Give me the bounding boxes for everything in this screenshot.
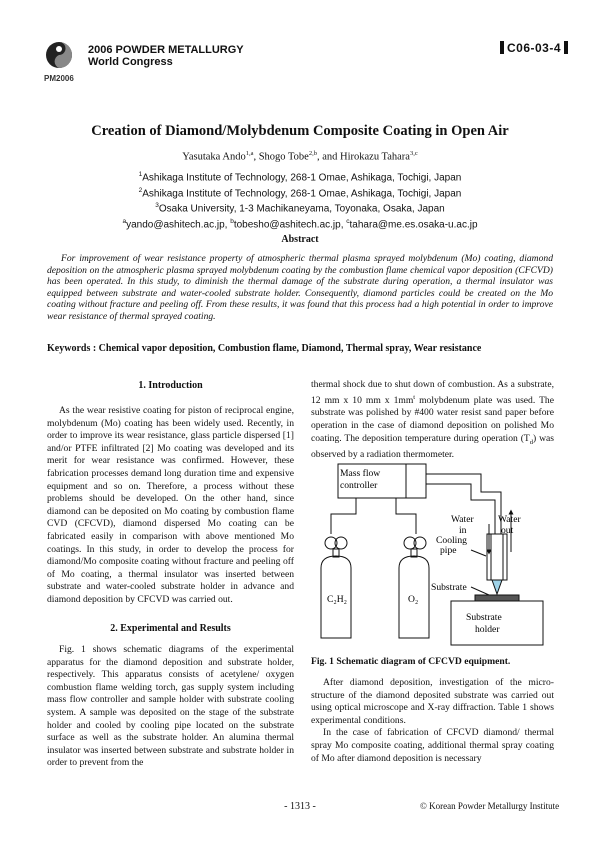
author-list bbox=[0, 150, 600, 163]
paper-title: Creation of Diamond/Molybdenum Composite Coating in Open Air bbox=[91, 123, 509, 139]
email-line bbox=[0, 216, 600, 232]
body-text: thermal shock due to shut down of combustion. As a substrate, 12 mm x 10 mm x 1mm bbox=[311, 379, 554, 406]
affiliation-text: Osaka University, 1-3 Machikaneyama, Toyonaka, Osaka, Japan bbox=[158, 203, 445, 215]
affiliation-text: Ashikaga Institute of Technology, 268-1 Omae, Ashikaga, Tochigi, Japan bbox=[142, 187, 462, 199]
thickness-sup: t bbox=[413, 393, 416, 401]
email-text: yando@ashitech.ac.jp, bbox=[126, 218, 231, 230]
section-heading-introduction: 1. Introduction bbox=[138, 380, 203, 391]
paper-code-text: C06-03-4 bbox=[507, 41, 562, 55]
label-o2: O₂ bbox=[408, 594, 419, 605]
abstract-text: For improvement of wear resistance property of atmospheric thermal plasma sprayed molybdenum (Mo) coating, diamond deposition on the atmospheric plasma sprayed molybdenum coating by the combustion flame chemical vapor deposition (CFCVD) has been operated. In this study, to diminish the thermal damage of the substrate during operation, a thermal insulator was equipped between substrate and water-cooled substrate holder. Consequently, diamond particles could be created on the Mo coating without fracture and peeling off. From these results, it was found that this process had a high potential in order to improve wear resistance of thermal sprayed coating. bbox=[47, 253, 553, 322]
paper-code bbox=[497, 41, 571, 55]
label-water-in-2: in bbox=[459, 525, 467, 536]
email-text: tobesho@ashitech.ac.jp, bbox=[233, 218, 347, 230]
right-paragraph-2 bbox=[311, 677, 554, 765]
logo-year: PM2006 bbox=[44, 74, 74, 83]
body-text: In the case of fabrication of CFCVD diamond/ thermal spray Mo composite coating, additional thermal spray coating of Mo after diamond deposition is necessary bbox=[311, 727, 554, 764]
body-text: After diamond deposition, investigation of the micro-structure of the diamond deposited substrate was carried out using optical microscope and X-ray diffraction. Table 1 shows experimental conditions. bbox=[311, 677, 554, 726]
torch-nozzle bbox=[491, 534, 503, 580]
figure-caption: Fig. 1 Schematic diagram of CFCVD equipment. bbox=[311, 656, 511, 667]
email-sup: b bbox=[230, 217, 234, 225]
label-c2h2: C₂H₂ bbox=[327, 594, 348, 605]
copyright-notice: © Korean Powder Metallurgy Institute bbox=[420, 801, 560, 811]
torch-body bbox=[487, 534, 507, 580]
label-cooling-1: Cooling bbox=[436, 535, 467, 546]
email-sup: a bbox=[122, 217, 127, 225]
combustion-flame bbox=[492, 580, 502, 594]
affiliation-sup: 3 bbox=[155, 202, 159, 210]
pm2006-logo-icon bbox=[44, 40, 74, 70]
body-text: ) was observed by a radiation thermometer. bbox=[311, 432, 554, 461]
label-water-out-1: Water bbox=[498, 514, 521, 525]
c2h2-supply-line bbox=[331, 498, 356, 534]
abstract-heading: Abstract bbox=[281, 234, 319, 245]
affiliation-text: Ashikaga Institute of Technology, 268-1 Omae, Ashikaga, Tochigi, Japan bbox=[142, 172, 462, 184]
substrate-plate bbox=[475, 595, 519, 601]
label-mass-flow-2: controller bbox=[340, 480, 378, 491]
author-separator: , and bbox=[316, 151, 341, 163]
keywords: Keywords : Chemical vapor deposition, Combustion flame, Diamond, Thermal spray, Wear resistance bbox=[47, 343, 482, 354]
body-text: molybdenum plate was used. The substrate was polished by #400 water resist sand paper before operation in the case of diamond deposition on polished Mo coating. The deposition temperature during operation (T bbox=[311, 394, 554, 444]
label-holder-2: holder bbox=[475, 624, 500, 635]
experimental-paragraph bbox=[47, 644, 294, 770]
author-sup: 1,a bbox=[245, 150, 254, 157]
affiliation-line bbox=[0, 169, 600, 185]
author-sup: 2,b bbox=[308, 150, 317, 157]
label-mass-flow-1: Mass flow bbox=[340, 468, 381, 479]
author-name: Hirokazu Tahara bbox=[340, 151, 410, 163]
intro-text: As the wear resistive coating for piston of reciprocal engine, molybdenum (Mo) coating has been widely used. Recently, in order to improve its wear resistance, glass particle dispersed [1] and/or PTFE infiltrated [2] Mo coating was developed and its merit for wear resistance was confirmed. However, these fabrication processes demand long duration time and expensive equipment and so on. Therefore, a process without these problems should be developed. On the other hand, since diamond can be deposited on Mo coating by combustion flame CVD (CFCVD), diamond dispersed Mo coating can be fabricated easily in comparison with above mentioned Mo coatings. In this study, in order to develop the process for diamond/Mo composite coating without fracture and peeling off of Mo coating, a thermal insulator was inserted between substrate and water-cooled substrate holder in advance and diamond deposition by CFCVD was carried out. bbox=[47, 405, 294, 605]
author-separator: , bbox=[253, 151, 259, 163]
right-paragraph-1 bbox=[311, 379, 554, 462]
affiliation-sup: 2 bbox=[138, 186, 143, 194]
label-holder-1: Substrate bbox=[466, 612, 502, 623]
intro-paragraph bbox=[47, 405, 294, 607]
conference-title: 2006 POWDER METALLURGY bbox=[88, 44, 244, 56]
label-cooling-2: pipe bbox=[440, 545, 457, 556]
experimental-text: Fig. 1 shows schematic diagrams of the experimental apparatus for the diamond deposition and substrate holder, respectively. This apparatus consists of acetylene/ oxygen combustion flame welding torch, gas supply system including mass flow controller and sample holder with substrate cooling system. A sample was deposited on the stage of the substrate holder and cooled by cooling pipe located on the substrate surface as well as the substrate holder. An alumina thermal insulator was inserted between substrate and substrate holder in order to prevent from the bbox=[47, 644, 294, 769]
conference-subtitle: World Congress bbox=[88, 56, 173, 68]
affiliation-sup: 1 bbox=[138, 171, 143, 178]
page-number: - 1313 - bbox=[284, 801, 316, 812]
o2-supply-line bbox=[396, 498, 416, 534]
label-water-out-2: out bbox=[501, 525, 514, 536]
email-text: tahara@me.es.osaka-u.ac.jp bbox=[349, 218, 478, 230]
substrate-holder-box bbox=[451, 601, 543, 645]
temperature-sub: d bbox=[529, 438, 533, 446]
author-name: Shogo Tobe bbox=[258, 151, 309, 163]
email-sup: c bbox=[346, 217, 350, 225]
affiliation-line bbox=[0, 185, 600, 201]
author-sup: 3,c bbox=[409, 150, 418, 157]
label-substrate: Substrate bbox=[431, 582, 467, 593]
section-heading-experimental: 2. Experimental and Results bbox=[110, 623, 231, 634]
affiliation-line bbox=[0, 200, 600, 216]
affiliations bbox=[0, 169, 600, 231]
cfcvd-schematic-diagram bbox=[311, 452, 554, 652]
label-water-in-1: Water bbox=[451, 514, 474, 525]
author-name: Yasutaka Ando bbox=[182, 151, 246, 163]
mass-flow-controller-side bbox=[406, 464, 426, 498]
